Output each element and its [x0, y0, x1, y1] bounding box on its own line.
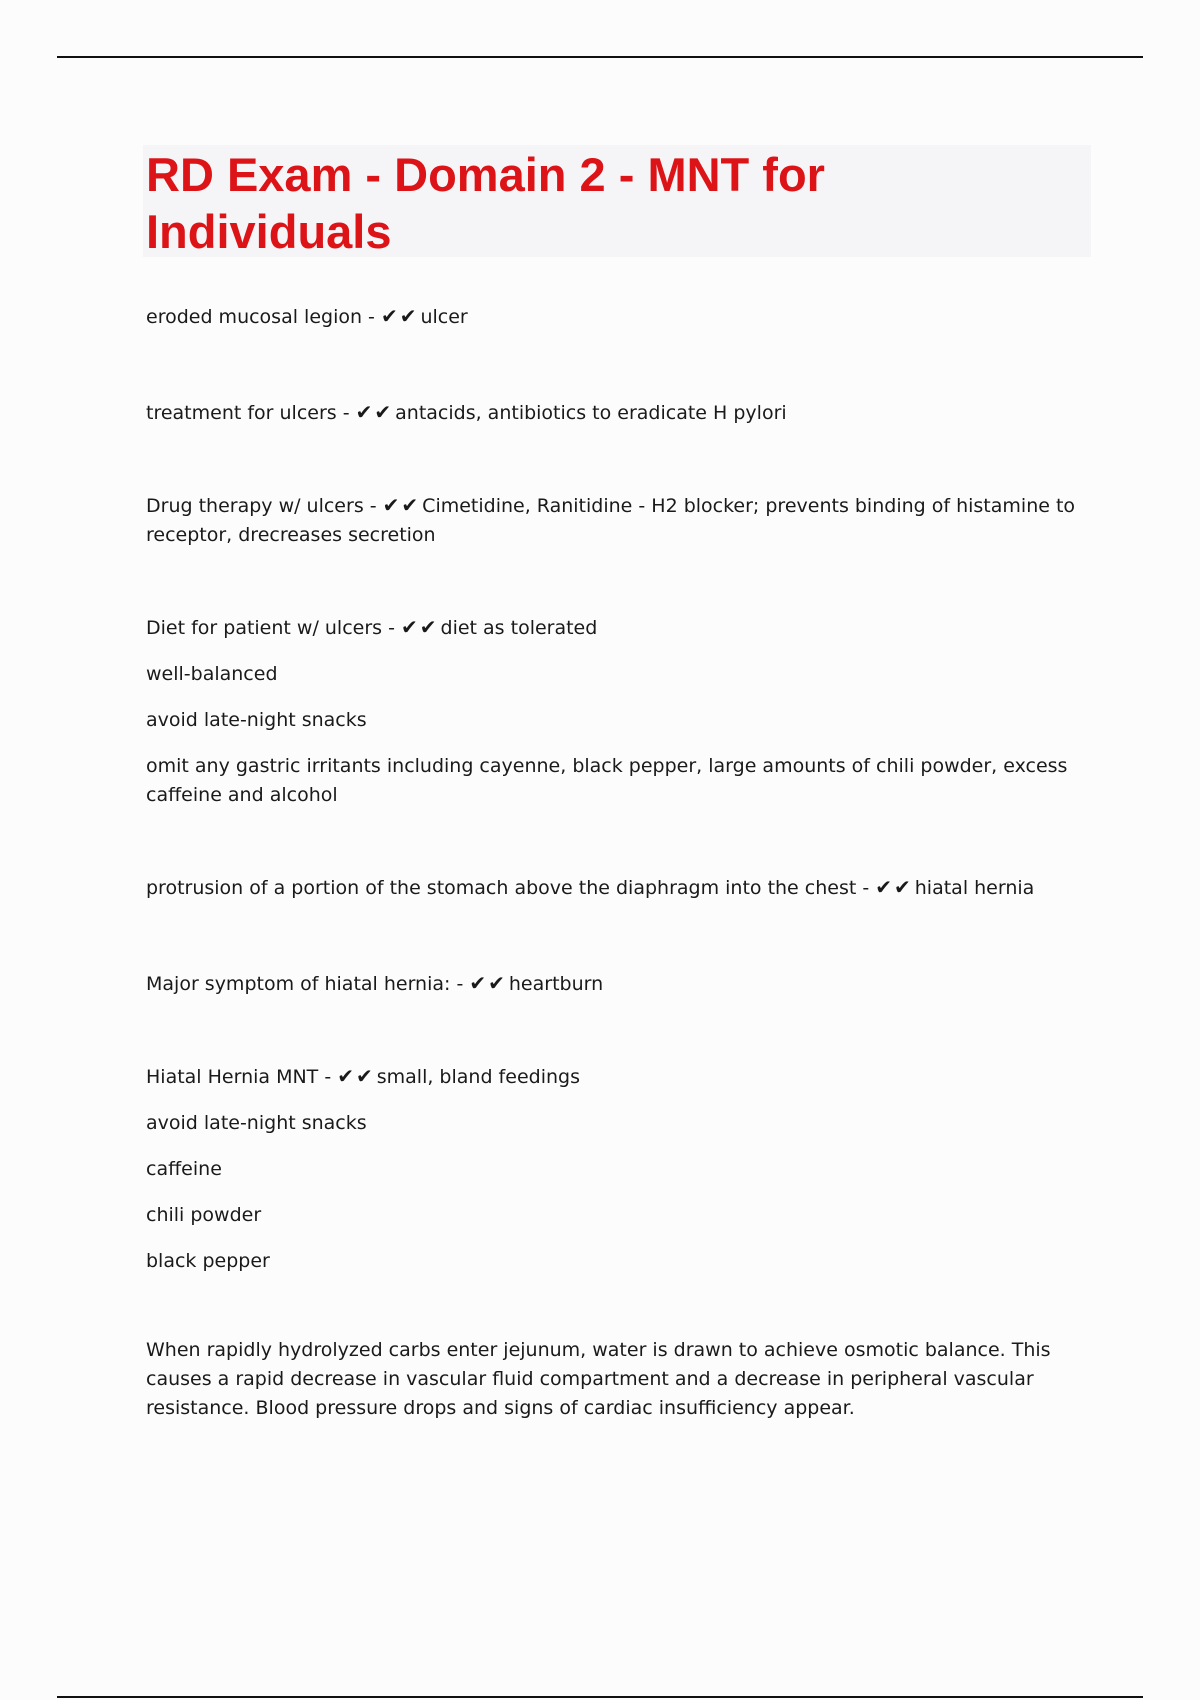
entry-detail-line: chili powder	[146, 1204, 262, 1226]
flashcard-entry	[146, 969, 1091, 999]
entry-answer: small, bland feedings	[376, 1066, 580, 1088]
entry-detail-line: avoid late-night snacks	[146, 1112, 367, 1134]
entry-answer: Cimetidine, Ranitidine - H2 blocker; prevents binding of histamine to receptor, drecreases secretion	[146, 495, 1076, 546]
entry-term: Hiatal Hernia MNT -	[146, 1066, 338, 1088]
entry-term: Drug therapy w/ ulcers -	[146, 495, 383, 517]
entry-answer: hiatal hernia	[914, 877, 1035, 899]
entry-answer: heartburn	[508, 973, 604, 995]
entry-detail-line: omit any gastric irritants including cayenne, black pepper, large amounts of chili powder, excess caffeine and alcohol	[146, 755, 1068, 806]
closing-paragraph	[146, 1336, 1091, 1423]
bottom-rule	[57, 1696, 1143, 1698]
entry-term: protrusion of a portion of the stomach above the diaphragm into the chest -	[146, 877, 876, 899]
entry-detail-line: avoid late-night snacks	[146, 709, 367, 731]
flashcard-entry	[146, 613, 1091, 810]
entry-detail-line: black pepper	[146, 1250, 270, 1272]
entry-term: Major symptom of hiatal hernia: -	[146, 973, 470, 995]
entry-answer: ulcer	[420, 306, 468, 328]
entry-detail-line: caffeine	[146, 1158, 222, 1180]
entry-detail-line: well-balanced	[146, 663, 278, 685]
double-check-icon: ✔✔	[469, 971, 507, 995]
entry-answer: diet as tolerated	[440, 617, 598, 639]
flashcard-entry	[146, 1062, 1091, 1276]
flashcard-entry	[146, 873, 1091, 903]
double-check-icon: ✔✔	[380, 304, 419, 328]
double-check-icon: ✔✔	[355, 400, 394, 424]
entry-term: eroded mucosal legion -	[146, 306, 381, 328]
entry-term: treatment for ulcers -	[146, 402, 356, 424]
entry-term: Diet for patient w/ ulcers -	[146, 617, 401, 639]
flashcard-entry	[146, 302, 1091, 332]
document-body	[146, 302, 1091, 1423]
flashcard-entry	[146, 398, 1091, 428]
double-check-icon: ✔✔	[337, 1064, 375, 1088]
document-title: RD Exam - Domain 2 - MNT for Individuals	[146, 148, 825, 258]
entry-answer: antacids, antibiotics to eradicate H pylori	[395, 402, 787, 424]
top-rule	[57, 56, 1143, 58]
double-check-icon: ✔✔	[401, 615, 439, 639]
flashcard-entry	[146, 491, 1091, 550]
closing-paragraph-text: When rapidly hydrolyzed carbs enter jejunum, water is drawn to achieve osmotic balance. This causes a rapid decrease in vascular fluid compartment and a decrease in peripheral vascular resistance. Blood pressure drops and signs of cardiac insufficiency appear.	[146, 1339, 1051, 1419]
double-check-icon: ✔✔	[875, 875, 913, 899]
double-check-icon: ✔✔	[382, 493, 421, 517]
